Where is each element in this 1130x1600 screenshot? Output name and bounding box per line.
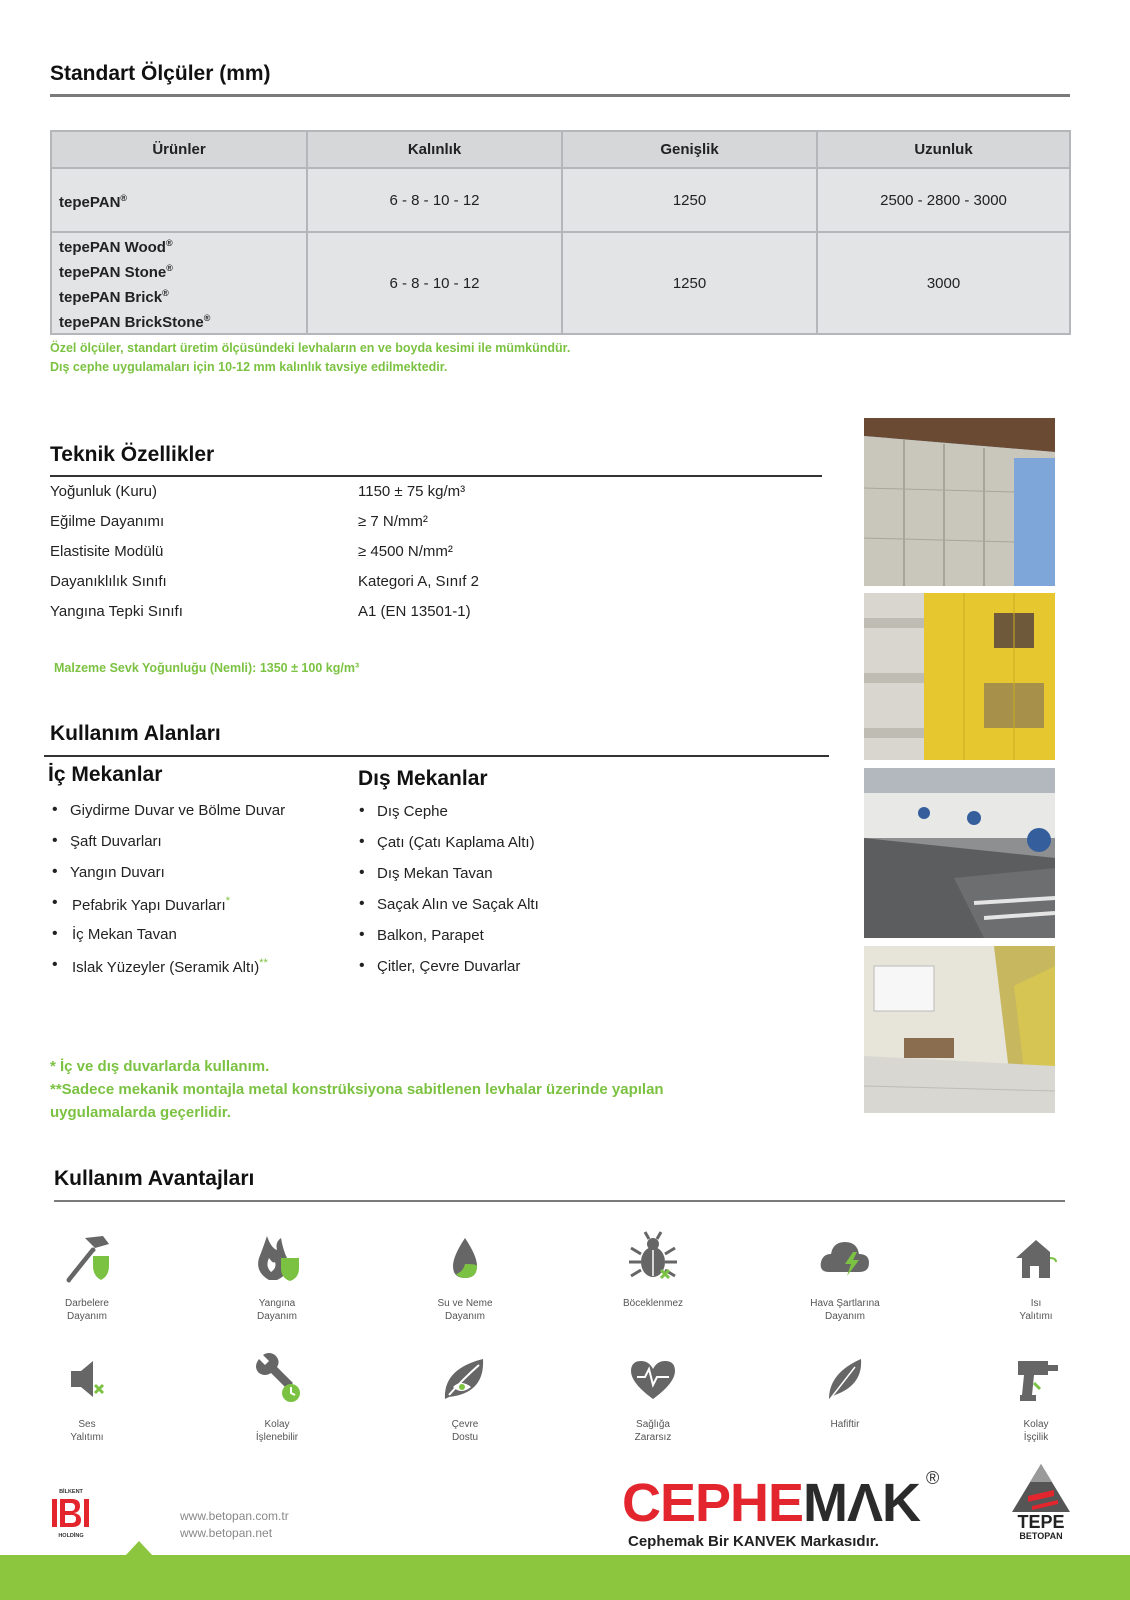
col-header-thickness: Kalınlık [307,131,562,168]
heart-icon [623,1349,683,1409]
list-item: • Dış Cephe [359,803,539,834]
advantage-heat: Isı Yalıtımı [976,1228,1096,1323]
flame-shield-icon [247,1228,307,1288]
col-header-length: Uzunluk [817,131,1070,168]
col-header-products: Ürünler [51,131,307,168]
website-link[interactable]: www.betopan.net [180,1526,273,1540]
building-photo-2 [864,593,1055,760]
website-link[interactable]: www.betopan.com.tr [180,1509,289,1523]
indoor-list [52,802,285,988]
usage-footnotes: * İç ve dış duvarlarda kullanım. **Sadece mekanik montajla metal konstrüksiyona sabitlenen levhalar üzerinde yapılan uygulamalarda geçerlidir. [50,1058,664,1121]
footer-notch [125,1541,153,1556]
house-insulation-icon [1006,1228,1066,1288]
outdoor-title: Dış Mekanlar [358,767,488,790]
width-cell: 1250 [562,168,817,232]
width-cell: 1250 [562,232,817,334]
advantage-insect: Böceklenmez [593,1228,713,1310]
tepe-mountain-icon [1008,1460,1074,1514]
standard-sizes-rule [50,94,1070,97]
tunnel-photo [864,768,1055,938]
advantage-easy-labor: Kolay İşçilik [976,1349,1096,1444]
list-item: • Çatı (Çatı Kaplama Altı) [359,834,539,865]
shipping-density-note: Malzeme Sevk Yoğunluğu (Nemli): 1350 ± 100 kg/m³ [54,661,360,675]
speaker-mute-icon [57,1349,117,1409]
wrench-icon [247,1349,307,1409]
water-drop-icon [435,1228,495,1288]
indoor-title: İç Mekanlar [48,763,163,786]
feather-icon [815,1349,875,1409]
length-cell: 2500 - 2800 - 3000 [817,168,1070,232]
list-item: • İç Mekan Tavan [52,926,285,957]
bug-icon [623,1228,683,1288]
list-item: • Şaft Duvarları [52,833,285,864]
hammer-shield-icon [57,1228,117,1288]
list-item: • Dış Mekan Tavan [359,865,539,896]
list-item: • Islak Yüzeyler (Seramik Altı)** [52,957,285,988]
cephemak-logo: CEPHEMΛK ® Cephemak Bir KANVEK Markasıdır. [620,1470,942,1560]
leaf-eye-icon [435,1349,495,1409]
svg-text:BİLKENT: BİLKENT [59,1489,83,1495]
usage-title: Kullanım Alanları [50,722,221,745]
product-cell: tepePAN Wood® tepePAN Stone® tepePAN Brick® tepePAN BrickStone® [51,232,307,334]
bilkent-holding-logo [50,1485,92,1541]
building-photo-1 [864,418,1055,586]
interior-photo [864,946,1055,1113]
drill-icon [1006,1349,1066,1409]
thickness-cell: 6 - 8 - 10 - 12 [307,232,562,334]
svg-text:HOLDİNG: HOLDİNG [58,1533,84,1539]
list-item: • Yangın Duvarı [52,864,285,895]
list-item: • Balkon, Parapet [359,927,539,958]
list-item: • Saçak Alın ve Saçak Altı [359,896,539,927]
table-row [51,168,1070,232]
table-header-row [51,131,1070,168]
footer-bar [0,1555,1130,1600]
advantage-fire: Yangına Dayanım [217,1228,337,1323]
advantage-health: Sağlığa Zararsız [593,1349,713,1444]
list-item: • Pefabrik Yapı Duvarları* [52,895,285,926]
table-row [51,232,1070,334]
advantage-weather: Hava Şartlarına Dayanım [785,1228,905,1323]
list-item: • Çitler, Çevre Duvarlar [359,958,539,989]
standard-sizes-title: Standart Ölçüler (mm) [50,62,271,85]
advantage-light: Hafiftir [785,1349,905,1431]
cephemak-tagline: Cephemak Bir KANVEK Markasıdır. [628,1533,879,1550]
product-cell: tepePAN® [51,168,307,232]
advantage-sound: Ses Yalıtımı [27,1349,147,1444]
technical-title: Teknik Özellikler [50,443,215,466]
advantage-eco: Çevre Dostu [405,1349,525,1444]
website-links [180,1508,289,1542]
cloud-lightning-icon [815,1228,875,1288]
tepe-betopan-logo: TEPE BETOPAN [1008,1460,1074,1546]
list-item: • Giydirme Duvar ve Bölme Duvar [52,802,285,833]
length-cell: 3000 [817,232,1070,334]
technical-rule [50,475,822,477]
usage-rule [44,755,829,757]
advantages-rule [54,1200,1065,1202]
dimensions-table [50,130,1071,335]
col-header-width: Genişlik [562,131,817,168]
advantage-workable: Kolay İşlenebilir [217,1349,337,1444]
thickness-cell: 6 - 8 - 10 - 12 [307,168,562,232]
standard-notes: Özel ölçüler, standart üretim ölçüsündeki levhaların en ve boyda kesimi ile mümkündür. Dış cephe uygulamaları için 10-12 mm kalınlık tavsiye edilmektedir. [50,341,571,374]
advantages-title: Kullanım Avantajları [54,1167,255,1190]
advantage-water: Su ve Neme Dayanım [405,1228,525,1323]
advantage-impact: Darbelere Dayanım [27,1228,147,1323]
outdoor-list [359,803,539,989]
